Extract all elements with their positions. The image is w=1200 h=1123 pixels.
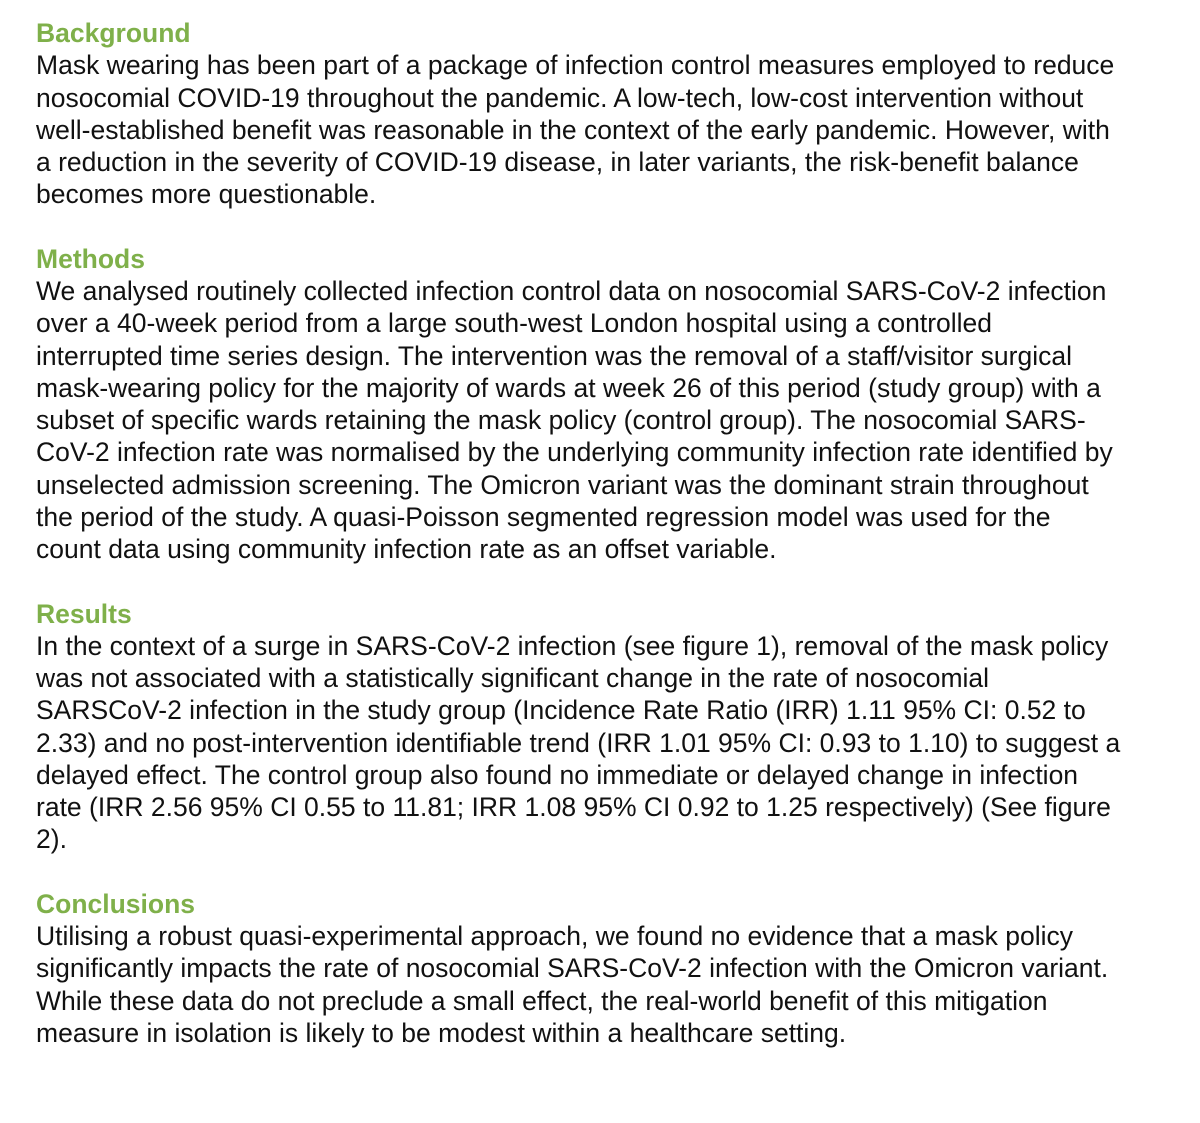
paragraph-line: the period of the study. A quasi-Poisson segmented regression model was used for the xyxy=(36,501,1051,532)
section-methods xyxy=(36,243,1120,566)
paragraph-line: a reduction in the severity of COVID-19 disease, in later variants, the risk-benefit balance xyxy=(36,147,1079,177)
paragraph-line: Mask wearing has been part of a package of infection control measures employed to reduce xyxy=(36,50,1115,81)
paragraph-line: measure in isolation is likely to be modest within a healthcare setting. xyxy=(36,1017,847,1048)
section-heading: Conclusions xyxy=(36,888,196,919)
section-heading: Background xyxy=(36,18,191,48)
paragraph-line: 2.33) and no post-intervention identifiable trend (IRR 1.01 95% CI: 0.93 to 1.10) to suggest a xyxy=(36,727,1121,758)
paragraph-line: delayed effect. The control group also found no immediate or delayed change in infection xyxy=(36,759,1079,790)
paragraph-line: becomes more questionable. xyxy=(36,179,377,210)
section-results xyxy=(36,598,1120,856)
abstract-document xyxy=(36,17,1120,1081)
paragraph-line: We analysed routinely collected infection control data on nosocomial SARS-CoV-2 infection xyxy=(36,276,1107,306)
paragraph-line: CoV-2 infection rate was normalised by the underlying community infection rate identified by xyxy=(36,437,1113,468)
paragraph-line: significantly impacts the rate of nosocomial SARS-CoV-2 infection with the Omicron variant. xyxy=(36,953,1109,984)
paragraph-line: In the context of a surge in SARS-CoV-2 infection (see figure 1), removal of the mask policy xyxy=(36,630,1109,661)
paragraph-line: While these data do not preclude a small effect, the real-world benefit of this mitigation xyxy=(36,985,1048,1016)
paragraph-line: well-established benefit was reasonable in the context of the early pandemic. However, with xyxy=(36,114,1110,145)
section-conclusions xyxy=(36,888,1120,1049)
section-background xyxy=(36,17,1120,211)
paragraph-line: 2). xyxy=(36,824,67,855)
paragraph-line: SARSCoV-2 infection in the study group (Incidence Rate Ratio (IRR) 1.11 95% CI: 0.52 to xyxy=(36,695,1086,726)
paragraph-line: rate (IRR 2.56 95% CI 0.55 to 11.81; IRR 1.08 95% CI 0.92 to 1.25 respectively) (See figure xyxy=(36,792,1111,822)
paragraph-line: mask-wearing policy for the majority of wards at week 26 of this period (study group) with a xyxy=(36,372,1101,403)
paragraph-line: interrupted time series design. The intervention was the removal of a staff/visitor surgical xyxy=(36,340,1072,371)
paragraph-line: Utilising a robust quasi-experimental approach, we found no evidence that a mask policy xyxy=(36,921,1074,951)
paragraph-line: over a 40-week period from a large south-west London hospital using a controlled xyxy=(36,308,993,339)
section-heading: Results xyxy=(36,598,132,629)
paragraph-line: nosocomial COVID-19 throughout the pandemic. A low-tech, low-cost intervention without xyxy=(36,82,1084,113)
paragraph-line: subset of specific wards retaining the mask policy (control group). The nosocomial SARS- xyxy=(36,405,1086,435)
paragraph-line: was not associated with a statistically significant change in the rate of nosocomial xyxy=(36,663,990,693)
section-heading: Methods xyxy=(36,243,145,274)
paragraph-line: count data using community infection rate as an offset variable. xyxy=(36,534,777,564)
paragraph-line: unselected admission screening. The Omicron variant was the dominant strain throughout xyxy=(36,469,1089,500)
